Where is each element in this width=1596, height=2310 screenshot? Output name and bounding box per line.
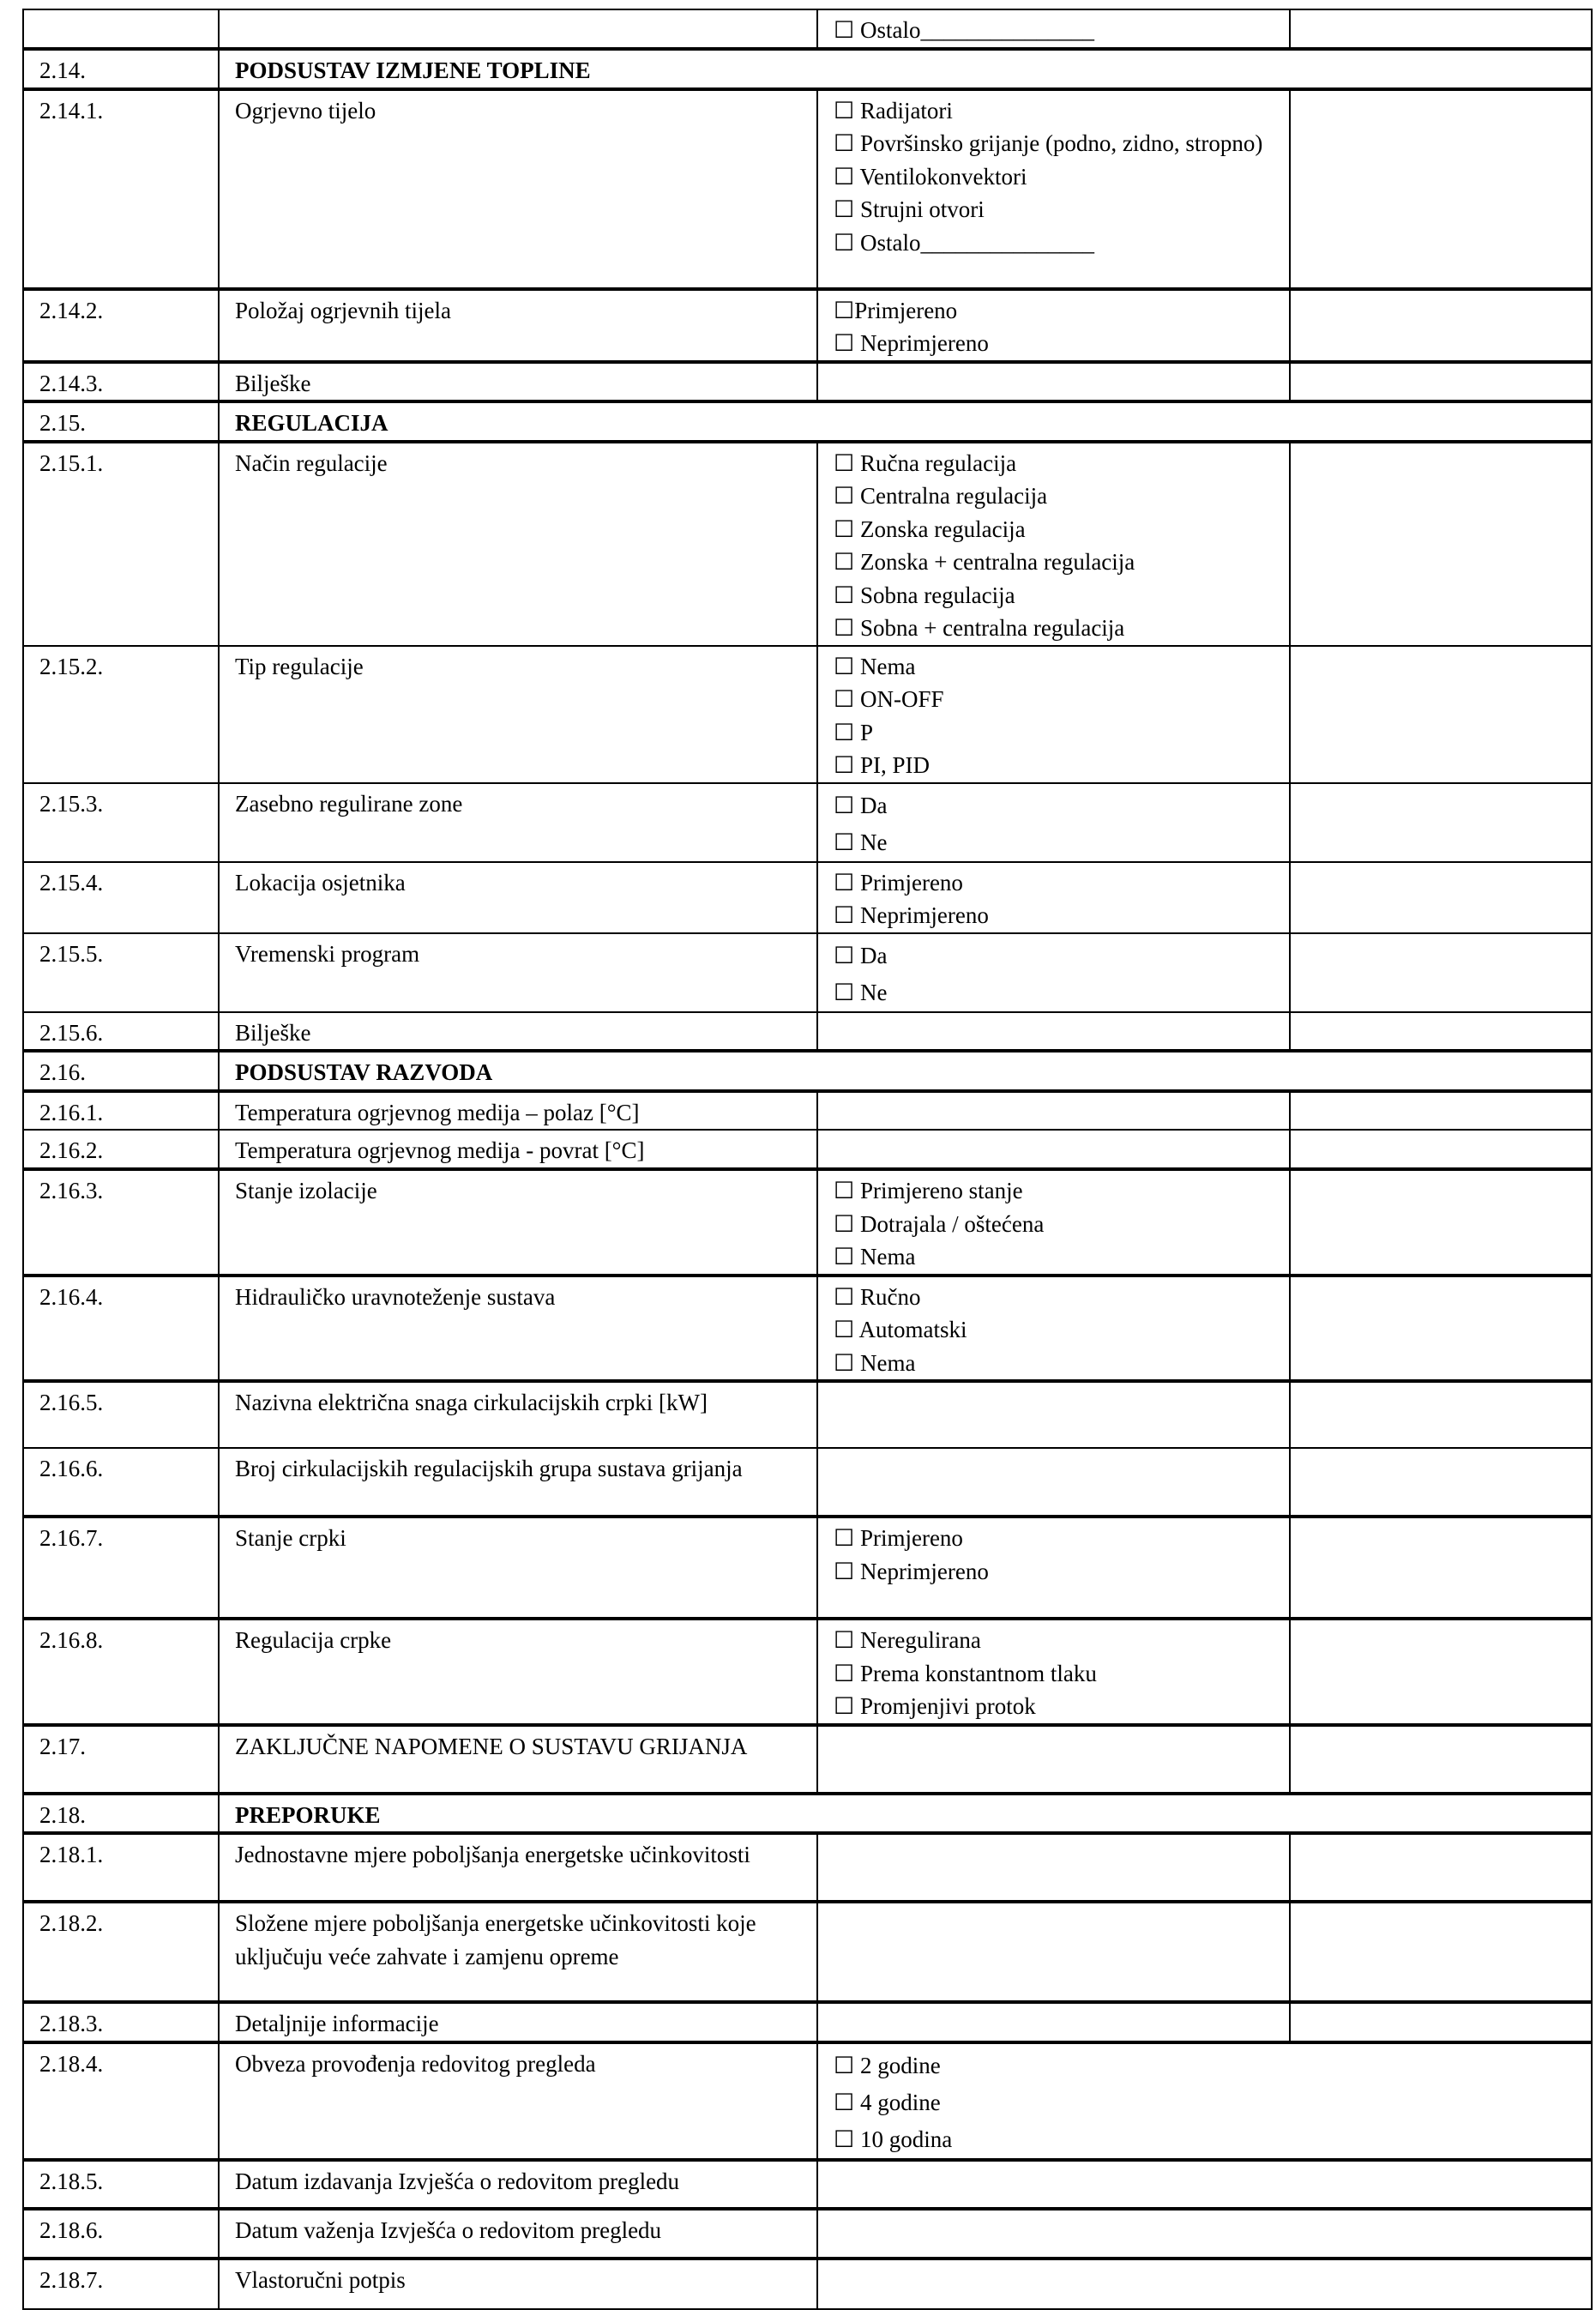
- item-number: 2.18.6.: [23, 2209, 219, 2259]
- item-label: Bilješke: [219, 362, 817, 402]
- item-number: 2.14.: [23, 49, 219, 89]
- checkbox-option[interactable]: ☐ Primjereno stanje: [834, 1178, 1023, 1203]
- options-cell[interactable]: [817, 862, 1290, 933]
- checkbox-option[interactable]: ☐ Nema: [834, 1244, 916, 1270]
- table-row: [23, 289, 1592, 362]
- options-cell[interactable]: [817, 1448, 1290, 1517]
- options-cell[interactable]: [817, 1381, 1290, 1448]
- table-row: [23, 1902, 1592, 2002]
- item-number: 2.18.4.: [23, 2042, 219, 2160]
- table-row: [23, 1381, 1592, 1448]
- item-label: Način regulacije: [219, 442, 817, 646]
- table-row: [23, 783, 1592, 862]
- item-label: Nazivna električna snaga cirkulacijskih crpki [kW]: [219, 1381, 817, 1448]
- checkbox-option[interactable]: ☐ Prema konstantnom tlaku: [834, 1660, 1097, 1686]
- item-label: ZAKLJUČNE NAPOMENE O SUSTAVU GRIJANJA: [219, 1725, 817, 1794]
- section-header-row: [23, 1794, 1592, 1834]
- checkbox-option[interactable]: ☐ Ne: [834, 829, 888, 855]
- item-number: 2.17.: [23, 1725, 219, 1794]
- checkbox-option[interactable]: ☐ Radijatori: [834, 97, 953, 124]
- item-label: Datum važenja Izvješća o redovitom pregledu: [219, 2209, 817, 2259]
- item-number: 2.14.1.: [23, 89, 219, 289]
- item-number: 2.18.3.: [23, 2002, 219, 2042]
- notes-cell[interactable]: [1290, 933, 1592, 1012]
- checkbox-option[interactable]: ☐ Ostalo_______________: [834, 17, 1094, 43]
- item-label: Broj cirkulacijskih regulacijskih grupa sustava grijanja: [219, 1448, 817, 1517]
- options-cell[interactable]: [817, 1012, 1290, 1052]
- options-cell[interactable]: [817, 1833, 1290, 1902]
- options-cell[interactable]: [817, 646, 1290, 783]
- item-label: Temperatura ogrjevnog medija - povrat [°C]: [219, 1130, 817, 1169]
- section-title: PODSUSTAV IZMJENE TOPLINE: [219, 49, 1592, 89]
- options-cell[interactable]: [817, 2002, 1290, 2042]
- item-label: Bilješke: [219, 1012, 817, 1052]
- item-label: [219, 9, 817, 49]
- item-label: Položaj ogrjevnih tijela: [219, 289, 817, 362]
- section-header-row: [23, 49, 1592, 89]
- checkbox-option[interactable]: ☐ Strujni otvori: [834, 196, 985, 222]
- checkbox-option[interactable]: ☐ Centralna regulacija: [834, 483, 1048, 509]
- section-title: PODSUSTAV RAZVODA: [219, 1051, 1592, 1091]
- options-cell[interactable]: [817, 2160, 1592, 2209]
- notes-cell[interactable]: [1290, 1276, 1592, 1382]
- item-number: 2.16.7.: [23, 1517, 219, 1619]
- options-cell[interactable]: [817, 1276, 1290, 1382]
- item-label: Obveza provođenja redovitog pregleda: [219, 2042, 817, 2160]
- options-cell[interactable]: [817, 362, 1290, 402]
- options-cell[interactable]: [817, 2209, 1592, 2259]
- notes-cell[interactable]: [1290, 646, 1592, 783]
- checkbox-option[interactable]: ☐ Ručna regulacija: [834, 449, 1017, 476]
- item-label: Vlastoručni potpis: [219, 2259, 817, 2309]
- checkbox-option[interactable]: ☐ Ventilokonvektori: [834, 163, 1027, 190]
- checkbox-option[interactable]: ☐ Dotrajala / oštećena: [834, 1210, 1045, 1237]
- item-label: Složene mjere poboljšanja energetske učinkovitosti koje uključuju veće zahvate i zamjenu opreme: [219, 1902, 817, 2002]
- table-row: [23, 1517, 1592, 1619]
- notes-cell[interactable]: [1290, 289, 1592, 362]
- options-cell[interactable]: [817, 1619, 1290, 1725]
- inspection-form-table: [22, 9, 1593, 2310]
- item-number: 2.15.2.: [23, 646, 219, 783]
- table-row: [23, 1091, 1592, 1131]
- item-number: [23, 9, 219, 49]
- item-label: Zasebno regulirane zone: [219, 783, 817, 862]
- notes-cell[interactable]: [1290, 1091, 1592, 1131]
- checkbox-option[interactable]: ☐ Promjenjivi protok: [834, 1693, 1036, 1719]
- section-header-row: [23, 401, 1592, 442]
- options-cell[interactable]: [817, 783, 1290, 862]
- table-row: [23, 1130, 1592, 1169]
- table-row: [23, 1619, 1592, 1725]
- checkbox-option[interactable]: ☐ Primjereno: [834, 869, 963, 896]
- checkbox-option[interactable]: ☐ PI, PID: [834, 752, 930, 778]
- item-number: 2.18.: [23, 1794, 219, 1834]
- item-label: Regulacija crpke: [219, 1619, 817, 1725]
- item-number: 2.15.3.: [23, 783, 219, 862]
- section-title: PREPORUKE: [219, 1794, 1592, 1834]
- item-label: Vremenski program: [219, 933, 817, 1012]
- table-row: [23, 1169, 1592, 1276]
- item-label: Temperatura ogrjevnog medija – polaz [°C]: [219, 1091, 817, 1131]
- options-cell[interactable]: [817, 1725, 1290, 1794]
- table-row: [23, 442, 1592, 646]
- notes-cell[interactable]: [1290, 362, 1592, 402]
- notes-cell[interactable]: [1290, 1169, 1592, 1276]
- notes-cell[interactable]: [1290, 9, 1592, 49]
- checkbox-option[interactable]: ☐ Ručno: [834, 1283, 921, 1310]
- notes-cell[interactable]: [1290, 1833, 1592, 1902]
- item-number: 2.15.6.: [23, 1012, 219, 1052]
- item-number: 2.16.: [23, 1051, 219, 1091]
- item-number: 2.16.3.: [23, 1169, 219, 1276]
- checkbox-option[interactable]: ☐ 10 godina: [834, 2126, 953, 2152]
- options-cell[interactable]: [817, 442, 1290, 646]
- checkbox-option[interactable]: ☐ 2 godine: [834, 2052, 941, 2078]
- options-cell[interactable]: [817, 89, 1290, 289]
- item-number: 2.15.5.: [23, 933, 219, 1012]
- item-number: 2.16.8.: [23, 1619, 219, 1725]
- notes-cell[interactable]: [1290, 1130, 1592, 1169]
- checkbox-option[interactable]: ☐ Automatski: [834, 1317, 967, 1342]
- options-cell[interactable]: [817, 2259, 1592, 2309]
- notes-cell[interactable]: [1290, 2002, 1592, 2042]
- item-label: Hidrauličko uravnoteženje sustava: [219, 1276, 817, 1382]
- item-label: Detaljnije informacije: [219, 2002, 817, 2042]
- section-header-row: [23, 1051, 1592, 1091]
- item-label: Stanje izolacije: [219, 1169, 817, 1276]
- table-row: [23, 646, 1592, 783]
- item-label: Tip regulacije: [219, 646, 817, 783]
- checkbox-option[interactable]: ☐ Ne: [834, 979, 888, 1005]
- checkbox-option[interactable]: ☐ Neprimjereno: [834, 330, 989, 356]
- item-number: 2.16.6.: [23, 1448, 219, 1517]
- checkbox-option[interactable]: ☐ Da: [834, 942, 888, 968]
- table-row: [23, 1725, 1592, 1794]
- notes-cell[interactable]: [1290, 442, 1592, 646]
- table-row: [23, 1012, 1592, 1052]
- checkbox-option[interactable]: ☐ Neregulirana: [834, 1627, 981, 1653]
- notes-cell[interactable]: [1290, 783, 1592, 862]
- section-title: REGULACIJA: [219, 401, 1592, 442]
- table-row: [23, 1833, 1592, 1902]
- options-cell[interactable]: [817, 1902, 1290, 2002]
- checkbox-option[interactable]: ☐Primjereno: [834, 297, 958, 323]
- options-cell[interactable]: [817, 2042, 1592, 2160]
- notes-cell[interactable]: [1290, 862, 1592, 933]
- item-number: 2.16.5.: [23, 1381, 219, 1448]
- item-number: 2.18.1.: [23, 1833, 219, 1902]
- item-number: 2.14.2.: [23, 289, 219, 362]
- notes-cell[interactable]: [1290, 1381, 1592, 1448]
- notes-cell[interactable]: [1290, 89, 1592, 289]
- checkbox-option[interactable]: ☐ P: [834, 719, 873, 745]
- table-row: [23, 862, 1592, 933]
- table-row: [23, 1276, 1592, 1382]
- checkbox-option[interactable]: ☐ Sobna regulacija: [834, 582, 1015, 608]
- options-cell[interactable]: [817, 9, 1290, 49]
- checkbox-option[interactable]: ☐ Zonska + centralna regulacija: [834, 549, 1135, 575]
- item-label: Datum izdavanja Izvješća o redovitom pregledu: [219, 2160, 817, 2209]
- checkbox-option[interactable]: ☐ Ostalo_______________: [834, 229, 1094, 256]
- item-number: 2.15.1.: [23, 442, 219, 646]
- table-row: [23, 2259, 1592, 2309]
- checkbox-option[interactable]: ☐ Nema: [834, 1349, 916, 1376]
- item-number: 2.14.3.: [23, 362, 219, 402]
- item-number: 2.18.7.: [23, 2259, 219, 2309]
- checkbox-option[interactable]: ☐ Površinsko grijanje (podno, zidno, stropno): [834, 130, 1263, 156]
- table-row: [23, 2209, 1592, 2259]
- item-number: 2.16.2.: [23, 1130, 219, 1169]
- checkbox-option[interactable]: ☐ ON-OFF: [834, 686, 944, 712]
- item-label: Jednostavne mjere poboljšanja energetske učinkovitosti: [219, 1833, 817, 1902]
- options-cell[interactable]: [817, 1091, 1290, 1131]
- item-number: 2.15.: [23, 401, 219, 442]
- item-label: Stanje crpki: [219, 1517, 817, 1619]
- notes-cell[interactable]: [1290, 1517, 1592, 1619]
- table-row: [23, 933, 1592, 1012]
- checkbox-option[interactable]: ☐ 4 godine: [834, 2089, 941, 2115]
- notes-cell[interactable]: [1290, 1012, 1592, 1052]
- table-row: [23, 2160, 1592, 2209]
- item-label: Lokacija osjetnika: [219, 862, 817, 933]
- table-row: [23, 2002, 1592, 2042]
- checkbox-option[interactable]: ☐ Primjereno: [834, 1525, 963, 1551]
- notes-cell[interactable]: [1290, 1619, 1592, 1725]
- checkbox-option[interactable]: ☐ Da: [834, 792, 888, 818]
- checkbox-option[interactable]: ☐ Neprimjereno: [834, 1558, 989, 1584]
- checkbox-option[interactable]: ☐ Nema: [834, 653, 916, 679]
- item-number: 2.16.4.: [23, 1276, 219, 1382]
- table-row: [23, 1448, 1592, 1517]
- notes-cell[interactable]: [1290, 1902, 1592, 2002]
- options-cell[interactable]: [817, 1130, 1290, 1169]
- options-cell[interactable]: [817, 289, 1290, 362]
- notes-cell[interactable]: [1290, 1448, 1592, 1517]
- item-number: 2.15.4.: [23, 862, 219, 933]
- table-row: [23, 89, 1592, 289]
- options-cell[interactable]: [817, 1517, 1290, 1619]
- table-row: [23, 362, 1592, 402]
- table-row: [23, 2042, 1592, 2160]
- checkbox-option[interactable]: ☐ Sobna + centralna regulacija: [834, 615, 1125, 641]
- table-row: [23, 9, 1592, 49]
- item-number: 2.16.1.: [23, 1091, 219, 1131]
- item-number: 2.18.5.: [23, 2160, 219, 2209]
- options-cell[interactable]: [817, 1169, 1290, 1276]
- checkbox-option[interactable]: ☐ Zonska regulacija: [834, 516, 1026, 542]
- table-body: [23, 9, 1592, 2309]
- notes-cell[interactable]: [1290, 1725, 1592, 1794]
- item-number: 2.18.2.: [23, 1902, 219, 2002]
- checkbox-option[interactable]: ☐ Neprimjereno: [834, 902, 989, 928]
- item-label: Ogrjevno tijelo: [219, 89, 817, 289]
- options-cell[interactable]: [817, 933, 1290, 1012]
